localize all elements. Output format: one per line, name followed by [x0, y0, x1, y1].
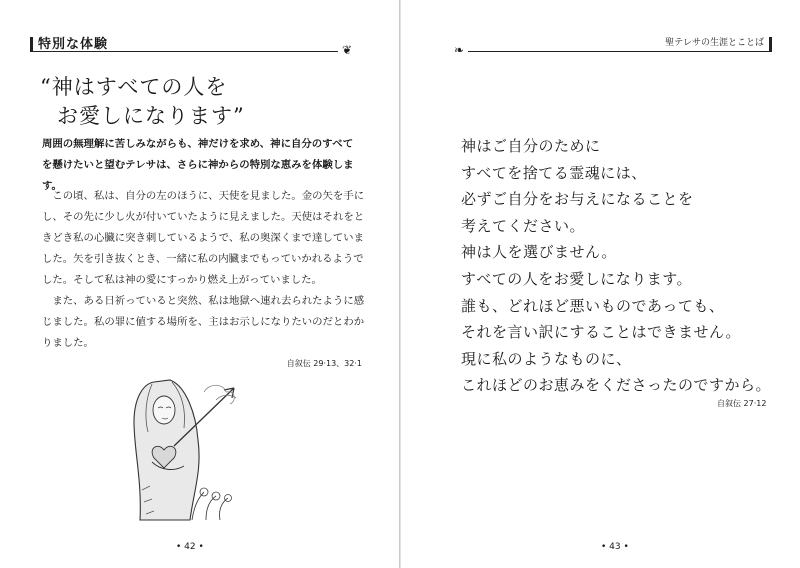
quote-line: それを言い訳にすることはできません。 — [461, 323, 741, 342]
quote-line: 必ずご自分をお与えになることを — [461, 190, 694, 209]
quote-line: 神はご自分のために — [461, 137, 601, 155]
quote-line: これほどのお恵みをくださったのですから。 — [461, 376, 772, 395]
quote-line: 神は人を選びません。 — [461, 243, 617, 262]
body-paragraph-1: この頃、私は、自分の左のほうに、天使を見ました。金の矢を手にし、その先に少し火が付いていたように見えました。天使はそれをときどき私の心臓に突き刺しているようで、私の奥深くまで達していました。矢を引き抜くとき、一緒に私の内臓までもっていかれるようでした。そして私は神の愛にすっかり燃え上がっていました。 — [42, 190, 365, 286]
lead-line-1: 周囲の無理解に苦しみながらも、神だけを求め、神に自分のすべて — [42, 138, 354, 150]
book-title: 聖テレサの生涯とことば — [665, 38, 764, 48]
running-head-rule — [468, 51, 772, 52]
page-number-right: • 43 • — [601, 542, 629, 552]
quote-line: 現に私のようなものに、 — [461, 349, 632, 368]
lead-line-2: を懸けたいと望むテレサは、さらに神からの特別な恵みを体験します。 — [42, 159, 354, 192]
right-page — [401, 0, 800, 568]
running-head-rule — [30, 51, 338, 52]
quote-line: すべての人をお愛しになります。 — [461, 269, 693, 288]
body-paragraph-2: また、ある日祈っていると突然、私は地獄へ連れ去られたように感じました。私の罪に値する場所を、主はお示しになりたいのだとわかりました。 — [42, 295, 365, 349]
heading-line-1: “神はすべての人を — [40, 75, 228, 99]
chapter-title: 特別な体験 — [38, 37, 109, 52]
running-head-tick — [769, 37, 772, 51]
quote-line: 誰も、どれほど悪いものであっても、 — [461, 296, 725, 315]
page-number-left: • 42 • — [176, 542, 204, 552]
body-text — [42, 186, 372, 354]
saint-illustration — [112, 370, 262, 525]
heading-line-2: お愛しになります” — [57, 104, 245, 128]
source-citation-right: 自叙伝 27·12 — [717, 399, 767, 408]
section-heading — [40, 73, 245, 131]
quote-block — [461, 133, 771, 399]
floral-ornament-icon: ❦ — [341, 43, 352, 57]
source-citation-left: 自叙伝 29·13、32·1 — [286, 359, 362, 368]
running-head-tick — [30, 37, 33, 51]
quote-line: すべてを捨てる霊魂には、 — [461, 163, 647, 182]
running-head-right — [454, 33, 772, 57]
running-head-left — [30, 33, 352, 57]
quote-line: 考えてください。 — [461, 216, 586, 235]
floral-ornament-icon: ❧ — [454, 43, 465, 57]
